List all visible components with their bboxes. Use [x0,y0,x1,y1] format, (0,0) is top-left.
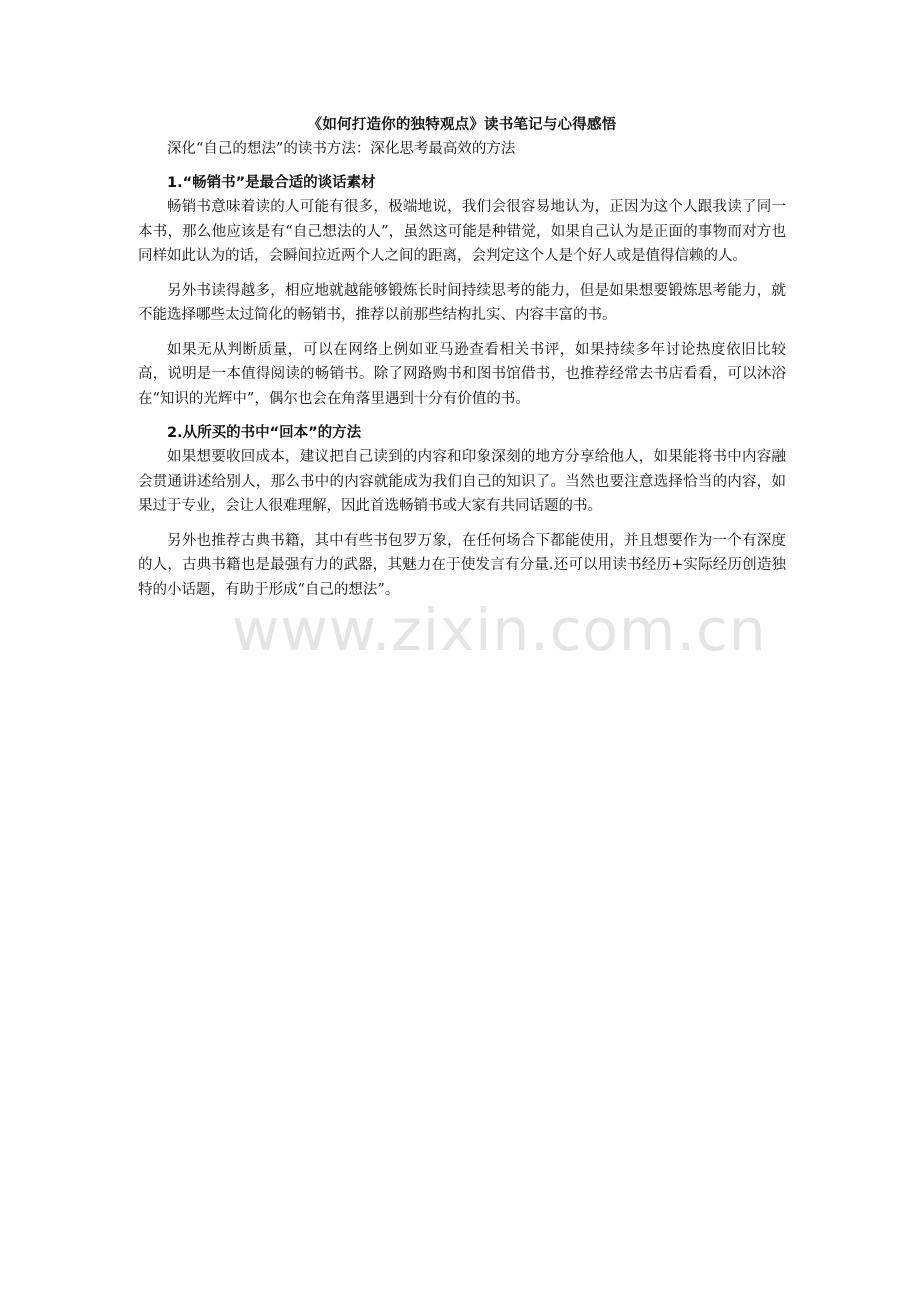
paragraph: 畅销书意味着读的人可能有很多，极端地说，我们会很容易地认为，正因为这个人跟我读了同一本书，那么他应该是有“自己想法的人”，虽然这可能是种错觉，如果自己认为是正面的事物而对方也同样如此认为的话，会瞬间拉近两个人之间的距离，会判定这个人是个好人或是值得信赖的人。 [138,199,786,264]
section-1 [138,171,786,411]
document-page [138,113,786,602]
paragraph: 如果想要收回成本，建议把自己读到的内容和印象深刻的地方分享给他人，如果能将书中内容融会贯通讲述给别人，那么书中的内容就能成为我们自己的知识了。当然也要注意选择恰当的内容，如果过于专业，会让人很难理解，因此首选畅销书或大家有共同话题的书。 [138,449,786,514]
section-heading: 1.“畅销书”是最合适的谈话素材 [167,175,376,191]
section-2 [138,421,786,602]
watermark: www.zixin.com.cn [232,596,767,664]
section-heading: 2.从所买的书中“回本”的方法 [167,425,362,441]
paragraph: 另外书读得越多，相应地就越能够锻炼长时间持续思考的能力，但是如果想要锻炼思考能力，就不能选择哪些太过简化的畅销书，推荐以前那些结构扎实、内容丰富的书。 [138,282,786,323]
document-title: 《如何打造你的独特观点》读书笔记与心得感悟 [307,117,617,133]
document-subtitle: 深化“自己的想法”的读书方法：深化思考最高效的方法 [167,141,516,157]
paragraph: 如果无从判断质量，可以在网络上例如亚马逊查看相关书评，如果持续多年讨论热度依旧比较高，说明是一本值得阅读的畅销书。除了网路购书和图书馆借书，也推荐经常去书店看看，可以沐浴在“知识的光辉中”，偶尔也会在角落里遇到十分有价值的书。 [138,341,786,407]
paragraph: 另外也推荐古典书籍，其中有些书包罗万象，在任何场合下都能使用，并且想要作为一个有深度的人，古典书籍也是最强有力的武器，其魅力在于使发言有分量.还可以用读书经历+实际经历创造独特的小话题，有助于形成“自己的想法”。 [138,532,786,598]
